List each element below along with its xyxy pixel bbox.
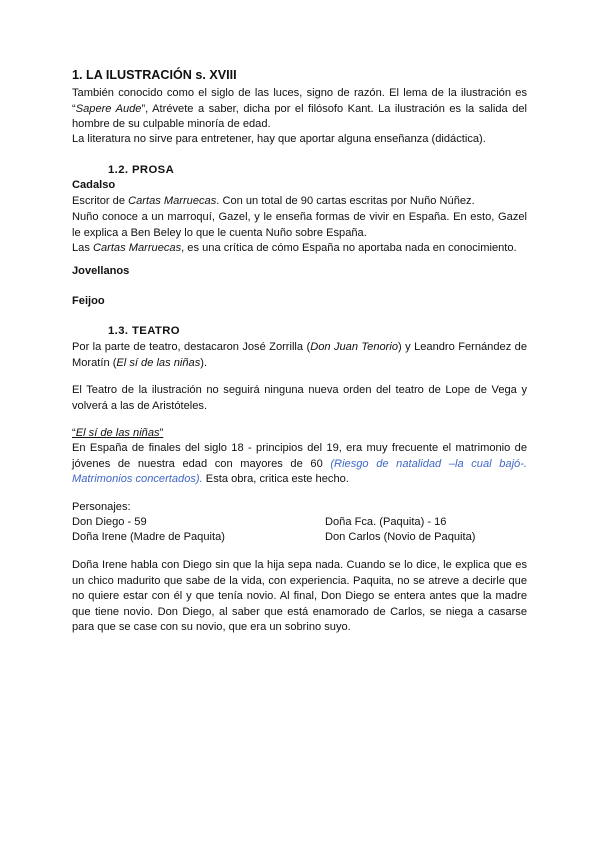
heading-prosa: 1.2. PROSA xyxy=(108,164,175,176)
character-item: Doña Irene (Madre de Paquita) xyxy=(72,531,225,543)
author-cadalso: Cadalso xyxy=(72,179,116,191)
intro-paragraph: También conocido como el siglo de las luces, signo de razón. El lema de la ilustración es “Sapere Aude”, Atrévete a saber, dicha por el filósofo Kant. La ilustración es la salida del hombre de su culpable minoría de edad. xyxy=(72,87,528,130)
personajes-label: Personajes: xyxy=(72,501,131,513)
cadalso-line-3: Las Cartas Marruecas, es una crítica de cómo España no aportaba nada en conocimiento. xyxy=(72,242,517,254)
character-item: Doña Fca. (Paquita) - 16 xyxy=(325,516,447,528)
section-title: 1. LA ILUSTRACIÓN s. XVIII xyxy=(72,68,237,82)
author-feijoo: Feijoo xyxy=(72,295,105,307)
work-title: “El sí de las niñas” xyxy=(72,427,164,439)
plot-summary: Doña Irene habla con Diego sin que la hija sepa nada. Cuando se lo dice, le explica que es un chico madurito que sabe de la vida, con experiencia. Paquita, no se atreve a decirle que no quiere estar con él y que tenía novio. Al final, Don Diego se entera antes que la madre que tiene novio. Don Diego, al saber que está enamorado de Carlos, se niega a casarse para que se case con su novio, que era un sobrino suyo. xyxy=(72,559,527,633)
cadalso-line-2: Nuño conoce a un marroquí, Gazel, y le enseña formas de vivir en España. En esto, Gazel le explica a Ben Beley lo que le cuenta Nuño sobre España. xyxy=(72,211,527,239)
character-item: Don Diego - 59 xyxy=(72,516,147,528)
intro-didactic: La literatura no sirve para entretener, hay que aportar alguna enseñanza (didáctica). xyxy=(72,133,486,145)
teatro-rules: El Teatro de la ilustración no seguirá ninguna nueva orden del teatro de Lope de Vega y volverá a las de Aristóteles. xyxy=(72,384,527,412)
teatro-authors: Por la parte de teatro, destacaron José Zorrilla (Don Juan Tenorio) y Leandro Fernández de Moratín (El sí de las niñas). xyxy=(72,341,527,369)
natalidad-note: (Riesgo de natalidad –la cual bajó-. Matrimonios concertados). xyxy=(72,457,527,485)
work-context: En España de finales del siglo 18 - principios del 19, era muy frecuente el matrimonio de jóvenes de nuestra edad con mayores de 60 (Riesgo de natalidad –la cual bajó-. Matrimonios concertados). Esta obra, critica este hecho. xyxy=(72,442,527,485)
author-jovellanos: Jovellanos xyxy=(72,265,130,277)
motto: Sapere Aude xyxy=(75,102,142,115)
character-item: Don Carlos (Novio de Paquita) xyxy=(325,531,476,543)
heading-teatro: 1.3. TEATRO xyxy=(108,325,180,337)
cadalso-line-1: Escritor de Cartas Marruecas. Con un total de 90 cartas escritas por Nuño Núñez. xyxy=(72,195,475,207)
